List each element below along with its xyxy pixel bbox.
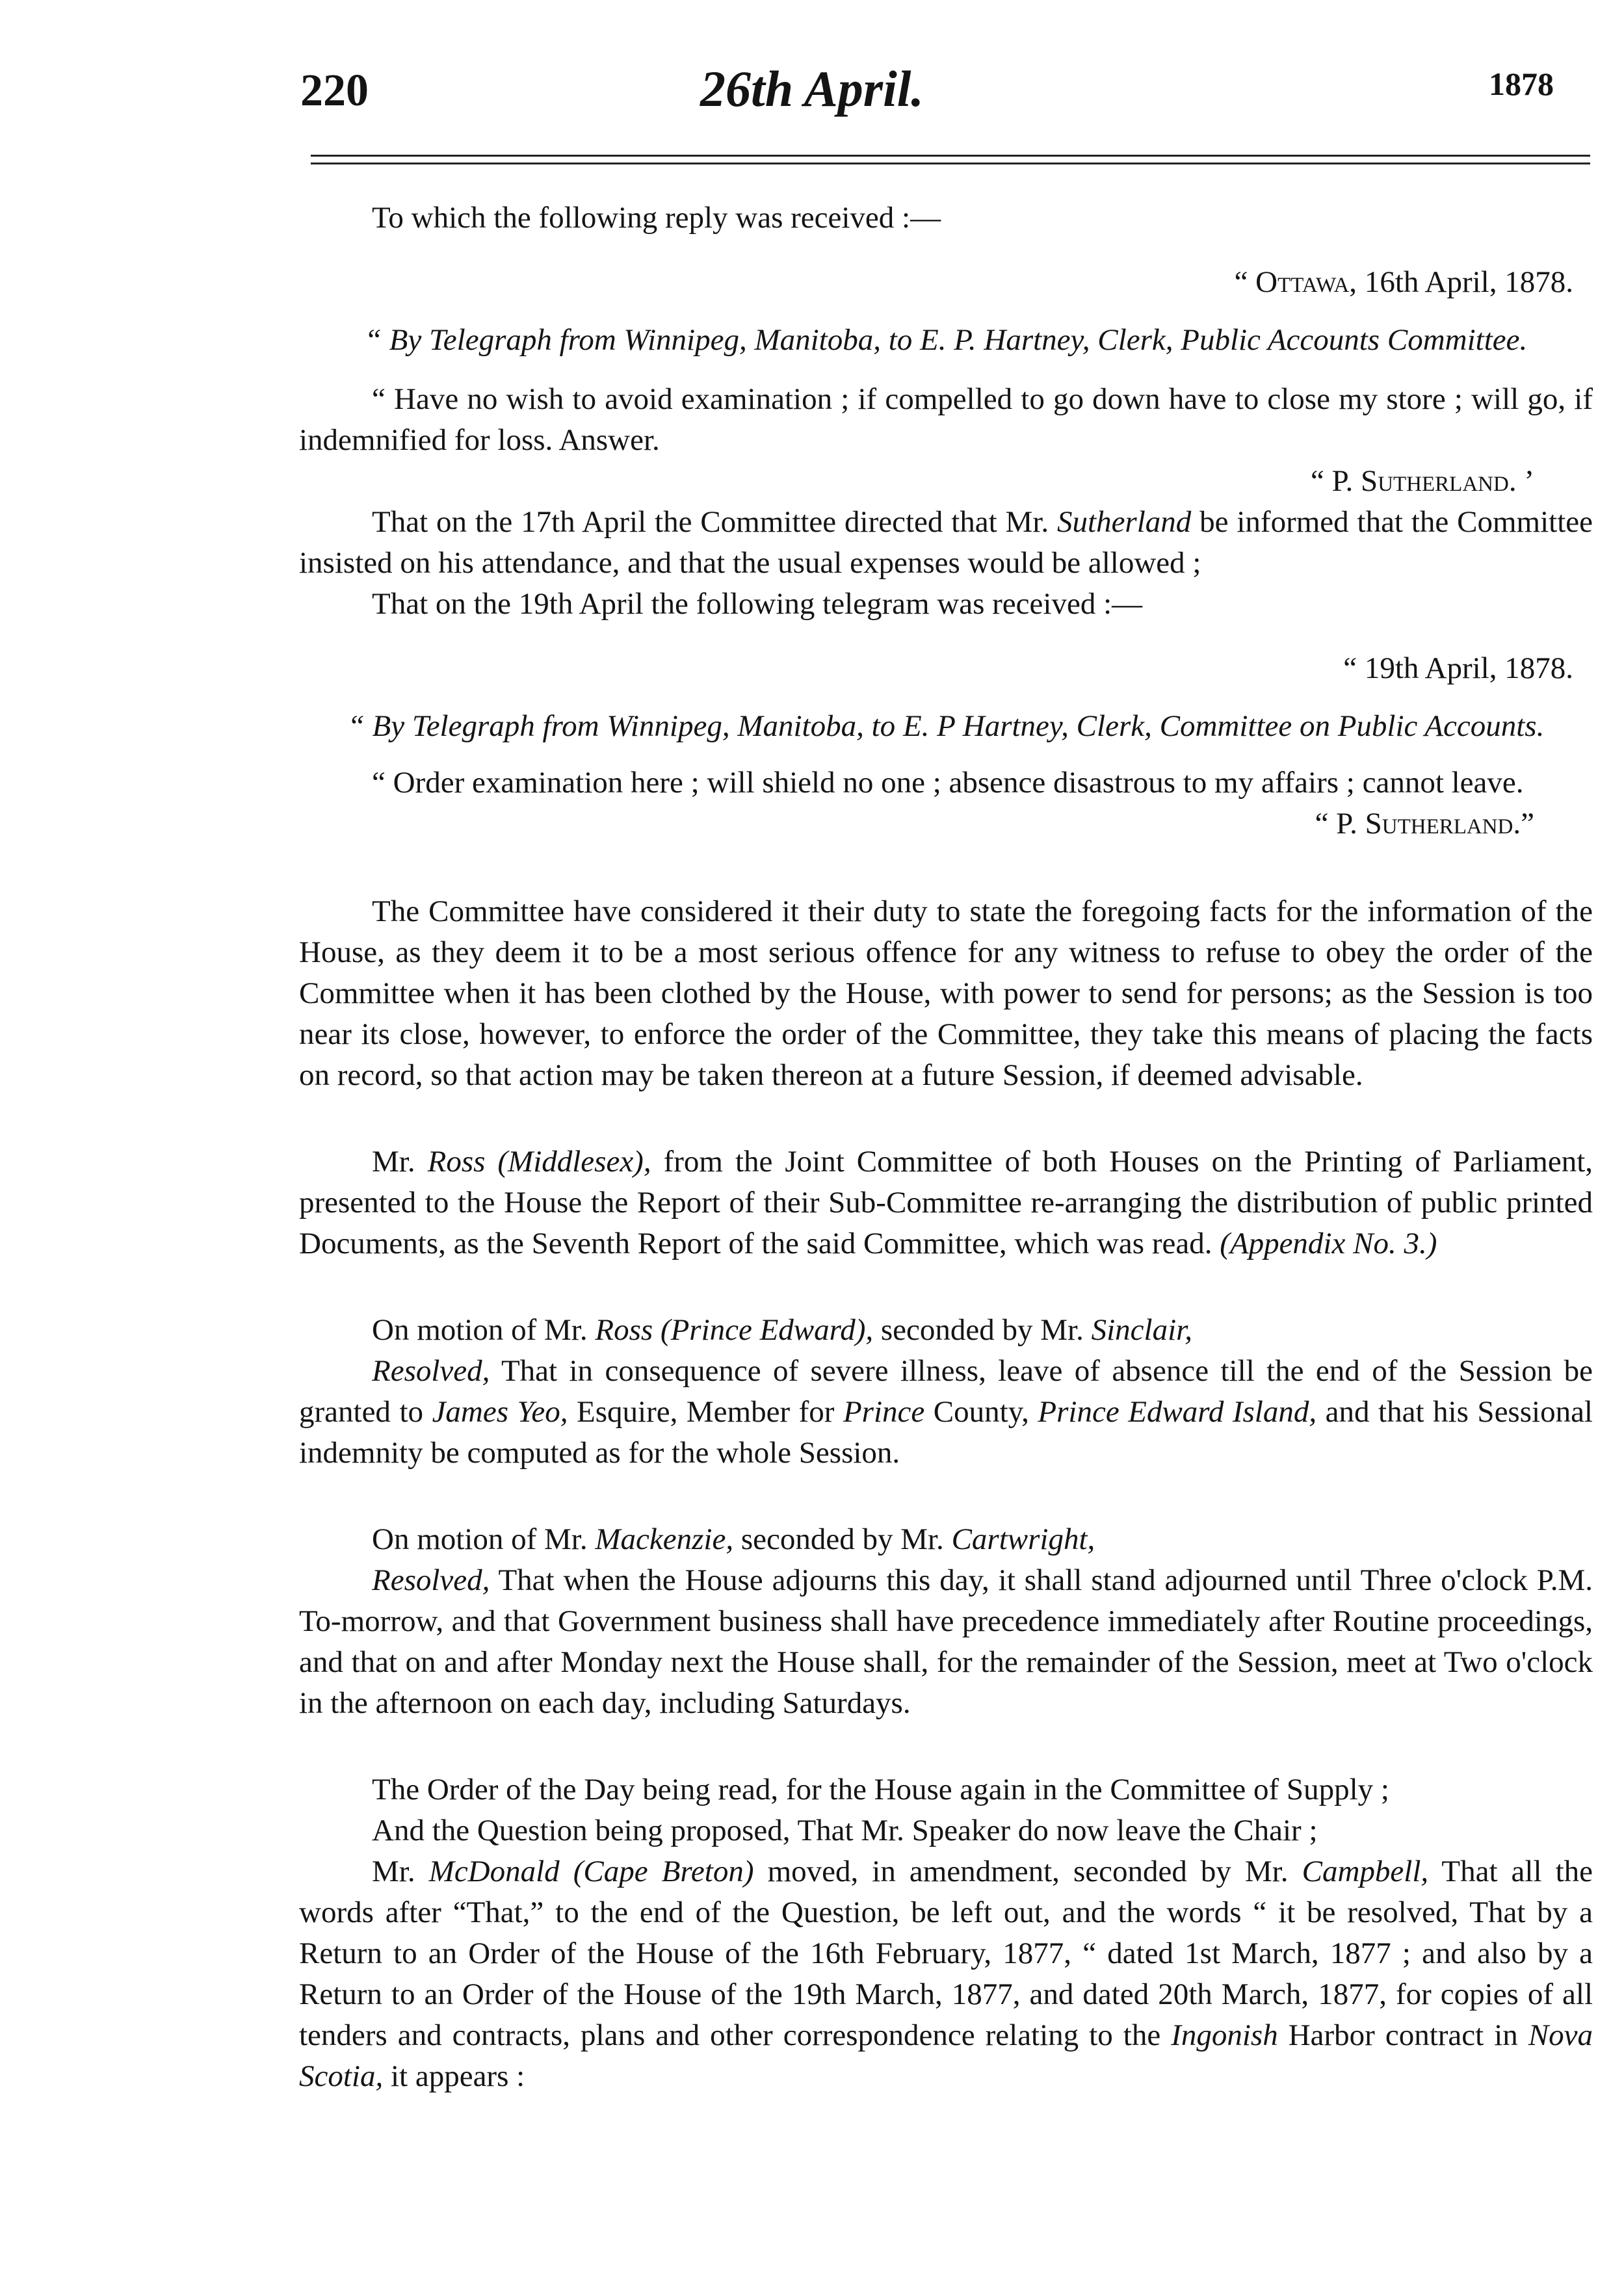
document-body	[299, 195, 1593, 2097]
committee-statement: The Committee have considered it their duty to state the foregoing facts for the information of the House, as they deem it to be a most serious offence for any witness to refuse to obey the order of the Committee when it has been clothed by the House, with power to send for persons; as the Session is too near its close, however, to enforce the order of the Committee, they take this means of placing the facts on record, so that action may be taken thereon at a future Session, if deemed advisable.	[299, 894, 1593, 1092]
resolution-adjourn	[299, 1560, 1593, 1724]
motion-adjourn-mover: Mackenzie,	[595, 1522, 734, 1556]
amendment-motion	[299, 1851, 1593, 2097]
committee-direction	[299, 502, 1593, 584]
motion-adjourn-seconder: Cartwright,	[951, 1522, 1095, 1556]
header-rule-bottom	[311, 163, 1590, 164]
page-date-heading: 26th April.	[700, 60, 924, 117]
telegram-origin-2: Winnipeg, Manitoba,	[607, 709, 864, 743]
resolution-yeo-text-d: and that his Sessional indemnity be computed as for the whole Session.	[299, 1395, 1593, 1470]
motion-yeo-text-a: On motion of Mr.	[372, 1313, 588, 1347]
telegram-recipient-2: E. P Hartney, Clerk, Committee on Public Accounts.	[902, 709, 1545, 743]
amendment-text-b: moved, in amendment, seconded by Mr.	[767, 1855, 1289, 1888]
motion-yeo	[299, 1310, 1593, 1351]
telegram-to-2: to	[871, 709, 896, 743]
resolution-yeo-text-b: Esquire, Member for	[577, 1395, 835, 1429]
direction-text-a: That on the 17th April the Committee directed that Mr.	[372, 505, 1049, 539]
resolved-label: Resolved,	[372, 1563, 490, 1597]
motion-adjourn-text-a: On motion of Mr.	[372, 1522, 588, 1556]
report-member: Ross (Middlesex),	[427, 1145, 651, 1179]
resolution-yeo-county: Prince	[843, 1395, 925, 1429]
resolution-adjourn-text: That when the House adjourns this day, it shall stand adjourned until Three o'clock P.M. To-morrow, and that Government business shall have precedence immediately after Routine proceedings, and that on and after Monday next the House shall, for the remainder of the Session, meet at Two o'clock in the afternoon on each day, including Saturdays.	[299, 1563, 1593, 1720]
motion-yeo-text-b: seconded by Mr.	[880, 1313, 1084, 1347]
report-text-a: Mr.	[372, 1145, 415, 1179]
report-appendix: (Appendix No. 3.)	[1220, 1227, 1437, 1260]
amendment-text-c: That all the words after “That,” to the end of the Question, be left out, and the words “ it be resolved, That by a Return to an Order of the House of the 16th February, 1877, “ dated 1st March, 1877 ; and also by a Return to an Order of the House of the 19th March, 1877, and dated 20th March, 1877, for copies of all tenders and contracts, plans and other correspondence relating to the	[299, 1855, 1593, 2052]
amendment-harbor: Ingonish	[1171, 2018, 1278, 2052]
resolution-yeo	[299, 1351, 1593, 1474]
direction-name: Sutherland	[1057, 505, 1192, 539]
direction-text-b: be informed that the Committee insisted on his attendance, and that the usual expenses would be allowed ;	[299, 505, 1593, 580]
telegram-origin-1: Winnipeg, Manitoba,	[623, 323, 881, 357]
telegram-signature-1: “ P. Sutherland. ’	[1311, 464, 1534, 498]
amendment-text-a: Mr.	[372, 1855, 415, 1888]
telegram-body-1: “ Have no wish to avoid examination ; if compelled to go down have to close my store ; will go, if indemnified for loss. Answer.	[299, 382, 1593, 457]
telegram-to-1: to	[888, 323, 913, 357]
resolution-yeo-text-c: County,	[933, 1395, 1029, 1429]
telegram-from-1: “ By Telegraph from	[364, 323, 616, 357]
telegram-heading-1	[299, 320, 1593, 361]
resolved-label: Resolved,	[372, 1354, 490, 1388]
dateline-place: “ Ottawa,	[1234, 265, 1357, 299]
order-of-day: The Order of the Day being read, for the House again in the Committee of Supply ;	[372, 1773, 1389, 1806]
dateline-date: 16th April, 1878.	[1364, 265, 1573, 299]
motion-adjourn-text-b: seconded by Mr.	[740, 1522, 944, 1556]
motion-yeo-seconder: Sinclair,	[1091, 1313, 1192, 1347]
motion-adjourn	[299, 1519, 1593, 1560]
resolution-yeo-text-a: That in consequence of severe illness, leave of absence till the end of the Session be granted to	[299, 1354, 1593, 1429]
telegram-dateline-1	[299, 262, 1593, 303]
amendment-text-e: it appears :	[390, 2059, 525, 2093]
telegram-dateline-2: “ 19th April, 1878.	[1343, 651, 1573, 685]
telegram-from-2: “ By Telegraph from	[347, 709, 599, 743]
telegram-body-2: “ Order examination here ; will shield no one ; absence disastrous to my affairs ; cannot leave.	[372, 766, 1524, 800]
printing-report	[299, 1141, 1593, 1264]
page-year: 1878	[1489, 66, 1554, 102]
resolution-yeo-member: James Yeo,	[432, 1395, 568, 1429]
telegram-signature-2: “ P. Sutherland.”	[1315, 807, 1534, 841]
telegram-heading-2	[299, 706, 1593, 747]
amendment-seconder: Campbell,	[1302, 1855, 1429, 1888]
header-rule-top	[311, 155, 1590, 157]
report-text-b: from the Joint Committee of both Houses on the Printing of Parliament, presented to the House the Report of their Sub-Committee re-arranging the distribution of public printed Documents, as the Seventh Report of the said Committee, which was read.	[299, 1145, 1593, 1260]
reply-intro: To which the following reply was received :—	[372, 201, 941, 235]
question-proposed: And the Question being proposed, That Mr. Speaker do now leave the Chair ;	[372, 1814, 1318, 1847]
motion-yeo-mover: Ross (Prince Edward),	[595, 1313, 874, 1347]
telegram-received: That on the 19th April the following telegram was received :—	[372, 587, 1143, 621]
amendment-mover: McDonald (Cape Breton)	[428, 1855, 754, 1888]
amendment-province: Nova Scotia,	[299, 2018, 1593, 2093]
telegram-recipient-1: E. P. Hartney, Clerk, Public Accounts Committee.	[920, 323, 1528, 357]
resolution-yeo-province: Prince Edward Island,	[1038, 1395, 1317, 1429]
page-number: 220	[300, 66, 369, 116]
amendment-text-d: Harbor contract in	[1288, 2018, 1518, 2052]
